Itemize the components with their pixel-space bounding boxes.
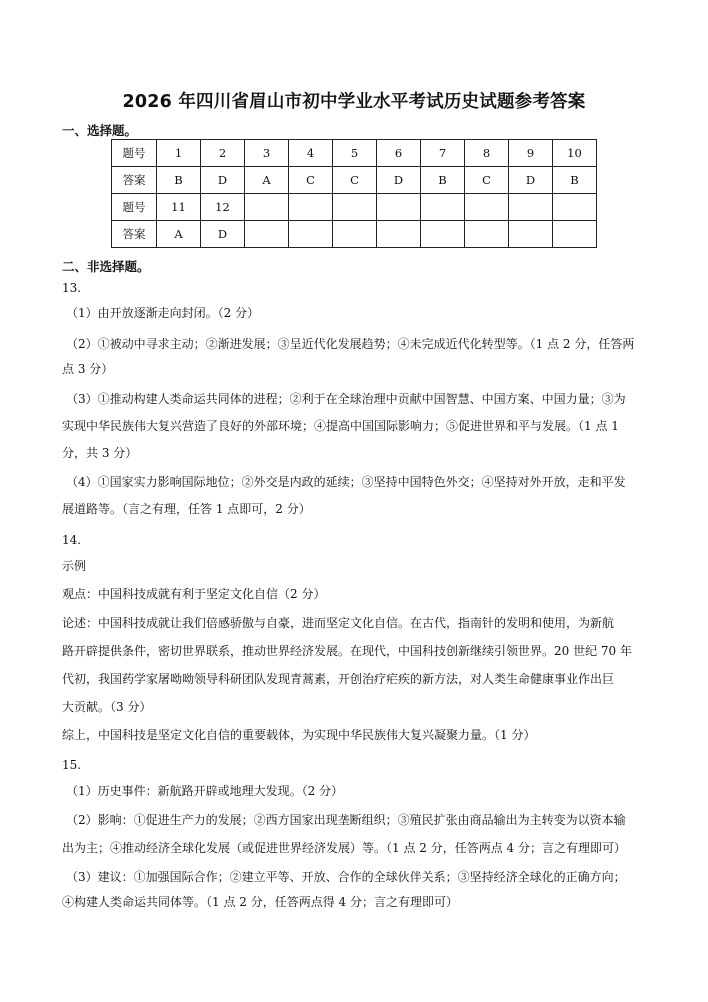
answer-table-cell [553, 221, 597, 248]
answer-table-cell: D [509, 167, 553, 194]
example-label: 示例 [62, 559, 87, 573]
answer-table-cell: A [157, 221, 201, 248]
answer-table-cell [289, 194, 333, 221]
answer-table-cell [421, 221, 465, 248]
answer-table-cell: C [333, 167, 377, 194]
answer-line: 大贡献。（3 分） [62, 700, 152, 714]
answer-line: 出为主；④推动经济全球化发展（或促进世界经济发展）等。（1 点 2 分，任答两点 4 分；言之有理即可） [62, 841, 626, 855]
answer-table-cell [465, 194, 509, 221]
answer-table-cell: B [157, 167, 201, 194]
row-header-cell: 答案 [112, 167, 157, 194]
answer-table-cell: D [377, 167, 421, 194]
answer-table-cell [245, 194, 289, 221]
answer-table-cell: B [553, 167, 597, 194]
answer-line: 代初，我国药学家屠呦呦领导科研团队发现青蒿素，开创治疗疟疾的新方法，对人类生命健康事业作出巨 [62, 672, 615, 686]
question-number: 15. [62, 758, 82, 772]
answer-table-cell: 3 [245, 140, 289, 167]
answer-line: 点 3 分） [62, 362, 114, 376]
answer-line: （3）①推动构建人类命运共同体的进程；②利于在全球治理中贡献中国智慧、中国方案、中国力量；③为 [66, 392, 626, 406]
answer-line: （2）影响：①促进生产力的发展；②西方国家出现垄断组织；③殖民扩张由商品输出为主转变为以资本输 [66, 813, 626, 827]
answer-line: ④构建人类命运共同体等。（1 点 2 分，任答两点得 4 分；言之有理即可） [62, 895, 458, 909]
answer-table-cell: 10 [553, 140, 597, 167]
answer-table-cell: 7 [421, 140, 465, 167]
answer-line: （1）历史事件：新航路开辟或地理大发现。（2 分） [66, 784, 344, 798]
answer-table-row [112, 167, 597, 194]
answer-line: （4）①国家实力影响国际地位；②外交是内政的延续；③坚持中国特色外交；④坚持对外开放，走和平发 [66, 475, 626, 489]
answer-table-cell [509, 194, 553, 221]
answer-line: 分，共 3 分） [62, 446, 138, 460]
answer-table-cell: 5 [333, 140, 377, 167]
answer-table-cell [377, 221, 421, 248]
answer-line: 观点：中国科技成就有利于坚定文化自信（2 分） [62, 587, 326, 601]
answer-table-cell: 9 [509, 140, 553, 167]
question-number: 14. [62, 533, 82, 547]
row-header-cell: 答案 [112, 221, 157, 248]
answer-table [111, 139, 597, 248]
answer-table-cell [509, 221, 553, 248]
answer-table-cell [289, 221, 333, 248]
answer-line: （1）由开放逐渐走向封闭。（2 分） [66, 306, 260, 320]
answer-table-cell: B [421, 167, 465, 194]
answer-line: 展道路等。（言之有理，任答 1 点即可，2 分） [62, 502, 311, 516]
row-header-cell: 题号 [112, 194, 157, 221]
answer-table-cell: 2 [201, 140, 245, 167]
answer-table-cell [465, 221, 509, 248]
answer-table-cell: 8 [465, 140, 509, 167]
page-title: 2026 年四川省眉山市初中学业水平考试历史试题参考答案 [122, 92, 586, 112]
answer-table-cell [333, 221, 377, 248]
answer-table-cell: 1 [157, 140, 201, 167]
answer-line: 综上，中国科技是坚定文化自信的重要载体，为实现中华民族伟大复兴凝聚力量。（1 分） [62, 728, 536, 742]
answer-table-cell [421, 194, 465, 221]
answer-line: （3）建议：①加强国际合作；②建立平等、开放、合作的全球伙伴关系；③坚持经济全球化的正确方向； [66, 870, 626, 884]
section-heading-nonchoice: 二、非选择题。 [62, 259, 150, 274]
answer-table-row [112, 194, 597, 221]
section-heading-choice: 一、选择题。 [62, 123, 138, 138]
answer-table-cell: 6 [377, 140, 421, 167]
answer-line: 实现中华民族伟大复兴营造了良好的外部环境；④提高中国国际影响力；⑤促进世界和平与发展。（1 点 1 [62, 419, 619, 433]
row-header-cell: 题号 [112, 140, 157, 167]
answer-table-cell [245, 221, 289, 248]
answer-table-cell: A [245, 167, 289, 194]
answer-table-cell: 11 [157, 194, 201, 221]
answer-table-cell [377, 194, 421, 221]
answer-table-cell: D [201, 221, 245, 248]
question-number: 13. [62, 281, 82, 295]
answer-line: 论述：中国科技成就让我们倍感骄傲与自豪，进而坚定文化自信。在古代，指南针的发明和使用，为新航 [62, 616, 615, 630]
answer-table-cell: D [201, 167, 245, 194]
answer-table-cell: C [289, 167, 333, 194]
answer-table-cell [553, 194, 597, 221]
answer-table-cell: 12 [201, 194, 245, 221]
answer-table-cell: 4 [289, 140, 333, 167]
answer-table-row [112, 221, 597, 248]
answer-table-cell [333, 194, 377, 221]
answer-line: 路开辟提供条件，密切世界联系，推动世界经济发展。在现代，中国科技创新继续引领世界。20 世纪 70 年 [62, 644, 632, 658]
answer-table-row [112, 140, 597, 167]
answer-table-cell: C [465, 167, 509, 194]
answer-line: （2）①被动中寻求主动；②渐进发展；③呈近代化发展趋势；④未完成近代化转型等。（1 点 2 分，任答两 [66, 337, 635, 351]
